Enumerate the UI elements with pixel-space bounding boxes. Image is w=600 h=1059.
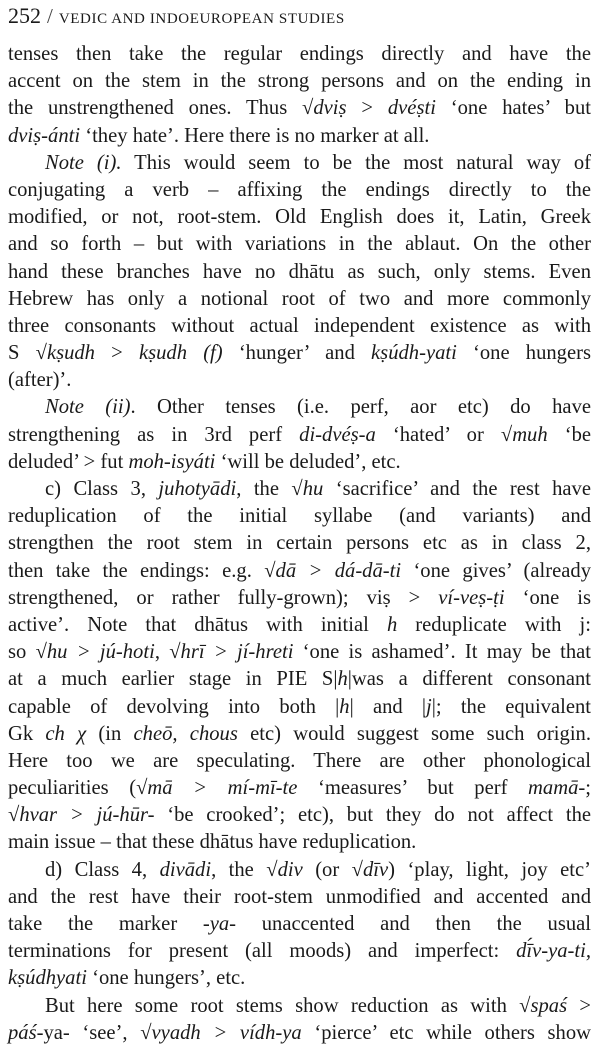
text-run: ‘one hungers (456, 342, 591, 365)
text-line (8, 666, 591, 693)
italic-term: hu (302, 478, 324, 500)
italic-term: moh-isyáti (128, 450, 216, 473)
italic-term: cheō, chous (133, 722, 238, 745)
italic-term: dviṣ (313, 97, 347, 120)
text-line (8, 340, 591, 367)
text-run: ‘sacrifice’ and the rest have (323, 478, 591, 500)
text-run: | and | (349, 695, 427, 718)
text-run: tenses then take the regular endings directly and have the (8, 43, 591, 65)
text-run: |was a different consonant (347, 668, 591, 691)
italic-term: h (339, 695, 350, 718)
text-run: so √ (8, 641, 47, 664)
text-line (8, 829, 591, 856)
text-run: terminations for present (all moods) and imperfect: (8, 940, 517, 963)
text-line (8, 775, 591, 802)
text-run: ‘hated’ or √ (375, 423, 513, 446)
text-run: ) ‘play, light, joy etc’ (388, 858, 591, 881)
text-line (8, 911, 591, 938)
text-run: ‘be crooked’; etc), but they do not affect the (154, 804, 592, 827)
text-line (8, 422, 591, 449)
text-line (8, 585, 591, 612)
text-run: and the rest have their root-stem unmodified and accented and (8, 885, 591, 908)
text-run: take the marker (8, 913, 203, 935)
italic-term: -ya- (202, 913, 237, 935)
text-line (8, 95, 591, 122)
text-run: conjugating a verb – affixing the endings directly to the (8, 178, 591, 201)
text-line (8, 259, 591, 286)
text-run: capable of devolving into both | (8, 695, 340, 718)
italic-term: di-dvéṣ-a (299, 423, 376, 446)
italic-term: j (426, 695, 432, 718)
text-run: reduplicate with j: (397, 613, 591, 636)
text-run: ‘pierce’ etc while others show (301, 1021, 592, 1044)
text-run: and so forth – but with variations in the ablaut. On the other (8, 233, 591, 256)
text-line (8, 748, 591, 775)
text-line (8, 286, 591, 313)
text-run: ‘one is ashamed’. It may be that (293, 641, 591, 664)
italic-term: páś (8, 1021, 37, 1044)
text-run: strengthened, or rather fully-grown); viṣ > (8, 586, 439, 609)
text-run: ‘measures’ but perf (297, 777, 529, 800)
text-run: etc) would suggest some such origin. (237, 722, 591, 745)
text-run: deluded’ > fut (8, 450, 129, 473)
italic-term: vyadh > vídh-ya (151, 1021, 302, 1044)
text-line (8, 204, 591, 231)
text-run: > (346, 97, 388, 120)
text-line (8, 993, 591, 1020)
italic-term: dīv (362, 858, 389, 881)
text-line (8, 938, 591, 965)
running-header (8, 3, 345, 29)
text-line (8, 612, 591, 639)
italic-term: h (337, 668, 348, 691)
text-run: But here some root stems show reduction as with √ (45, 994, 531, 1017)
text-run: ‘hunger’ and (222, 342, 372, 365)
text-run: √ (8, 804, 20, 827)
text-run: (after)’. (8, 369, 72, 392)
text-run: at a much earlier stage in PIE S| (8, 668, 338, 691)
text-run: ‘will be deluded’, etc. (215, 450, 401, 473)
italic-term: dā > dá-dā-ti (275, 559, 402, 582)
italic-term: dī́v-ya-ti, (516, 940, 591, 963)
page-number: 252 (8, 3, 41, 28)
italic-term: kṣudh (f) (138, 342, 223, 365)
text-run: ‘one is (504, 586, 592, 609)
text-line (8, 965, 591, 992)
text-run: Gk (8, 722, 46, 745)
text-line (8, 313, 591, 340)
text-run: peculiarities (√ (8, 777, 148, 800)
italic-term: dviṣ-ánti (8, 124, 81, 147)
text-line (8, 802, 591, 829)
text-line (8, 68, 591, 95)
text-run: modified, or not, root-stem. Old English does it, Latin, Greek (8, 206, 591, 229)
italic-term: spaś (530, 994, 568, 1017)
text-line (8, 449, 591, 476)
text-run: c) Class 3, (45, 478, 159, 500)
text-line (8, 857, 591, 884)
text-run: > (567, 994, 591, 1017)
italic-term: dvéṣti (387, 97, 436, 120)
italic-term: Note (ii) (45, 396, 131, 419)
text-run: then take the endings: e.g. √ (8, 559, 276, 582)
italic-term: kṣúdhyati (8, 967, 87, 990)
text-run: hand these branches have no dhātu as such, only stems. Even (8, 260, 591, 283)
text-line (8, 694, 591, 721)
italic-term: kṣudh (46, 342, 95, 365)
italic-term: hvar > jú-hūr- (19, 804, 155, 827)
text-run: main issue – that these dhātus have reduplication. (8, 831, 417, 854)
italic-term: div (277, 858, 303, 881)
text-line (8, 1020, 591, 1047)
italic-term: ví-veṣ-ṭi (438, 586, 505, 609)
text-line (8, 884, 591, 911)
text-run: ‘be (547, 423, 592, 446)
text-run: , the √ (211, 858, 278, 881)
italic-term: hu > jú-hoti (46, 641, 155, 664)
text-run: strengthening as in 3rd perf (8, 423, 300, 446)
italic-term: mamā (528, 777, 579, 800)
italic-term: divādi (159, 858, 212, 881)
italic-term: Note (i). (45, 151, 122, 174)
text-run: reduplication of the initial syllabe (and variants) and (8, 505, 591, 528)
text-run: -ya- ‘see’, √ (36, 1021, 152, 1044)
text-run: S √ (8, 342, 47, 365)
text-run: strengthen the root stem in certain persons etc as in class 2, (8, 532, 591, 555)
text-run: This would seem to be the most natural way of (121, 151, 591, 174)
text-line (8, 367, 591, 394)
text-run: accent on the stem in the strong persons and on the ending in (8, 70, 591, 93)
text-line (8, 394, 591, 421)
text-run: Hebrew has only a notional root of two and more commonly (8, 287, 591, 310)
italic-term: ch χ (45, 722, 87, 745)
text-line (8, 177, 591, 204)
body-text (8, 41, 591, 1047)
text-line (8, 721, 591, 748)
text-run: (or √ (302, 858, 363, 881)
text-run: > (94, 342, 139, 365)
text-run: Here too we are speculating. There are other phonological (8, 749, 591, 772)
text-run: . Other tenses (i.e. perf, aor etc) do have (130, 396, 592, 419)
italic-term: h (386, 613, 398, 636)
header-separator: / (47, 4, 53, 28)
text-line (8, 123, 591, 150)
text-line (8, 231, 591, 258)
text-line (8, 558, 591, 585)
text-run: active’. Note that dhātus with initial (8, 613, 387, 636)
text-run: ‘they hate’. Here there is no marker at all. (80, 124, 430, 147)
italic-term: kṣúdh-yati (371, 342, 457, 365)
text-run: (in (86, 722, 134, 745)
text-run: unaccented and then the usual (236, 913, 591, 935)
text-run: |; the equivalent (431, 695, 591, 718)
italic-term: mā > mí-mī-te (147, 777, 298, 800)
text-run: ‘one hungers’, etc. (86, 967, 246, 990)
italic-term: muh (512, 423, 548, 446)
text-line (8, 530, 591, 557)
text-run: three consonants without actual independent existence as with (8, 314, 591, 337)
text-run: the unstrengthened ones. Thus √ (8, 97, 314, 120)
text-line (8, 150, 591, 177)
italic-term: juhotyādi (158, 478, 237, 500)
text-run: ‘one hates’ but (435, 97, 592, 120)
text-line (8, 476, 591, 503)
italic-term: hrī > jí-hreti (180, 641, 294, 664)
text-run: ‘one gives’ (already (401, 559, 592, 582)
text-line (8, 503, 591, 530)
text-line (8, 41, 591, 68)
running-title: VEDIC AND INDOEUROPEAN STUDIES (58, 11, 345, 27)
text-run: -; (578, 777, 591, 800)
text-run: , √ (154, 641, 181, 664)
text-line (8, 639, 591, 666)
text-run: d) Class 4, (45, 858, 160, 881)
text-run: , the √ (236, 478, 303, 500)
